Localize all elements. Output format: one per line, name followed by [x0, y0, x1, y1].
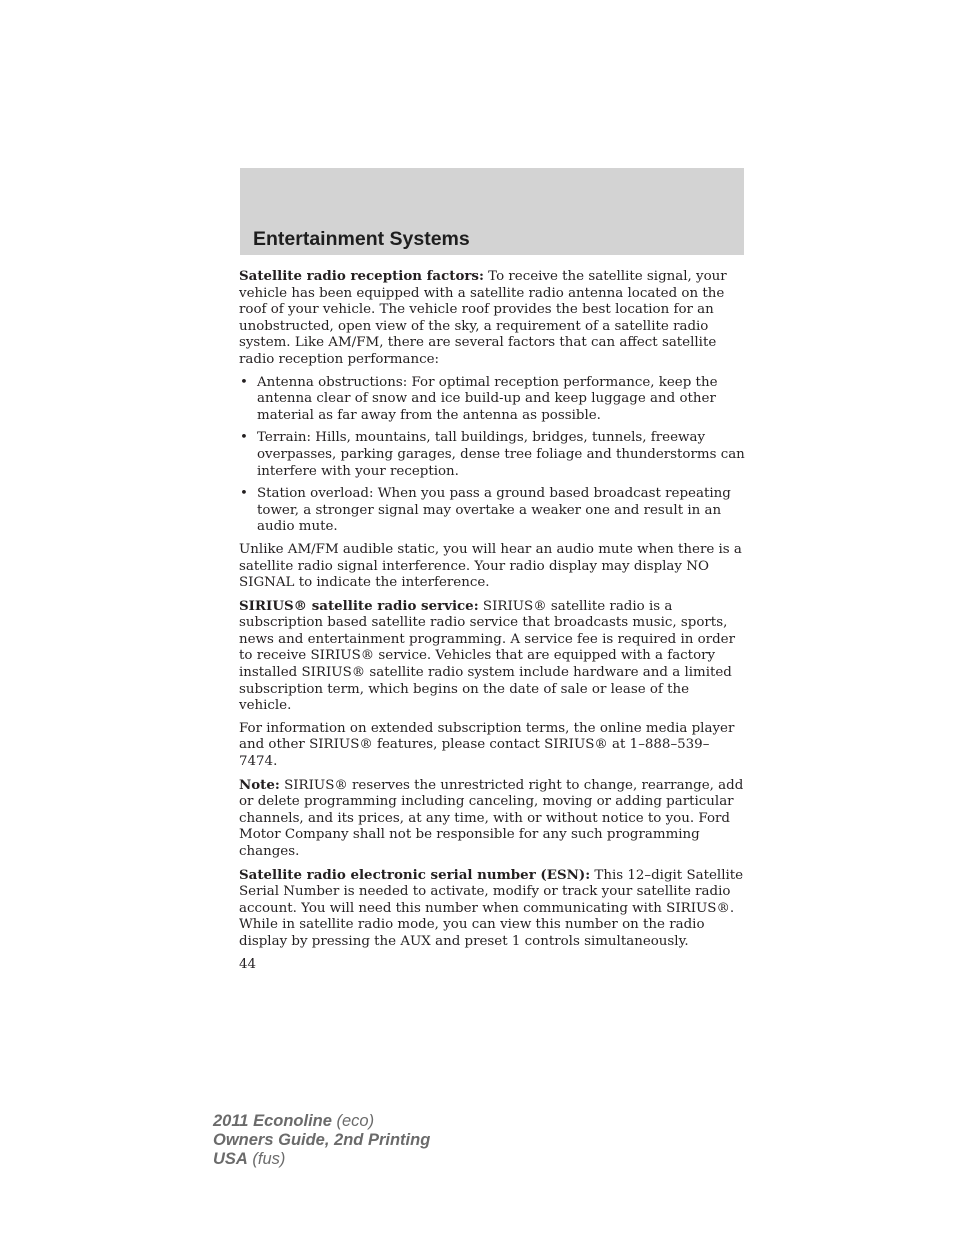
bullet-icon: • [240, 486, 248, 502]
esn-paragraph [239, 867, 745, 951]
footer-publication-info [213, 1112, 430, 1169]
note-text: SIRIUS® reserves the unrestricted right to change, rearrange, add or delete programming including canceling, moving or adding particular channels, and its prices, at any time, with or without notice to you. Ford Motor Company shall not be responsible for any such programming changes. [239, 777, 744, 859]
footer-model: 2011 Econoline [213, 1112, 332, 1130]
sirius-text: SIRIUS® satellite radio is a subscription based satellite radio service that broadcasts music, sports, news and entertainment programming. A service fee is required in order to receive SIRIUS® service. Vehicles that are equipped with a factory installed SIRIUS® satellite radio system include hardware and a limited subscription term, which begins on the date of sale or lease of the vehicle. [239, 598, 735, 714]
footer-region: USA [213, 1150, 248, 1168]
sirius-paragraph [239, 598, 745, 715]
subscription-paragraph: For information on extended subscription terms, the online media player and other SIRIUS® features, please contact SIRIUS® at 1–888–539–7474. [239, 720, 735, 770]
list-item [239, 375, 745, 425]
list-item [239, 486, 745, 536]
audio-mute-paragraph: Unlike AM/FM audible static, you will hear an audio mute when there is a satellite radio signal interference. Your radio display may display NO SIGNAL to indicate the interference. [239, 541, 742, 591]
note-paragraph [239, 777, 745, 861]
footer-region-code: (fus) [247, 1150, 286, 1168]
sirius-heading: SIRIUS® satellite radio service: [239, 597, 479, 614]
section-header-band [240, 168, 744, 255]
bullet-icon: • [240, 374, 248, 390]
list-item-text: Antenna obstructions: For optimal reception performance, keep the antenna clear of snow and ice build-up and keep luggage and other material as far away from the antenna as possible. [257, 374, 718, 423]
esn-heading: Satellite radio electronic serial number (ESN): [239, 866, 591, 883]
list-item-text: Terrain: Hills, mountains, tall buildings, bridges, tunnels, freeway overpasses, parking garages, dense tree foliage and thunderstorms can interfere with your reception. [257, 430, 745, 479]
page-number: 44 [239, 956, 257, 972]
bullet-icon: • [240, 430, 248, 446]
list-item [239, 430, 745, 480]
esn-text: This 12–digit Satellite Serial Number is needed to activate, modify or track your satellite radio account. You will need this number when communicating with SIRIUS®. While in satellite radio mode, you can view this number on the radio display by pressing the AUX and preset 1 controls simultaneously. [239, 867, 744, 949]
reception-paragraph [239, 268, 745, 369]
footer-line-region [213, 1150, 430, 1169]
footer-line-model [213, 1112, 430, 1131]
section-title: Entertainment Systems [253, 228, 470, 250]
footer-model-code: (eco) [331, 1112, 375, 1130]
note-label: Note: [239, 776, 280, 793]
list-item-text: Station overload: When you pass a ground based broadcast repeating tower, a stronger signal may overtake a weaker one and result in an audio mute. [257, 486, 731, 535]
page-body [239, 268, 745, 973]
reception-factors-list [239, 375, 745, 536]
reception-heading: Satellite radio reception factors: [239, 268, 484, 284]
reception-text: To receive the satellite signal, your vehicle has been equipped with a satellite radio antenna located on the roof of your vehicle. The vehicle roof provides the best location for an unobstructed, open view of the sky, a requirement of a satellite radio system. Like AM/FM, there are several factors that can affect satellite radio reception performance: [239, 269, 727, 367]
footer-guide-edition: Owners Guide, 2nd Printing [213, 1131, 431, 1149]
